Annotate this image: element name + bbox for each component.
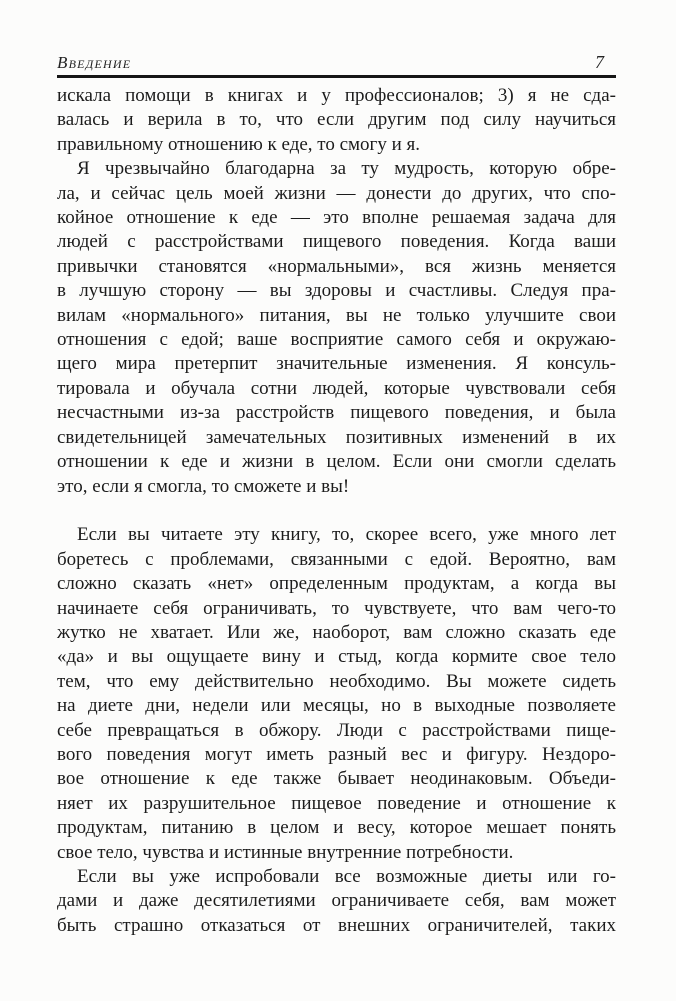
text-line: несчастными из-за расстройств пищевого поведения, и была <box>57 402 616 424</box>
text-line: начинаете себя ограничивать, то чувствуете, что вам чего-то <box>57 597 616 619</box>
text-line: себе превращаться в обжору. Люди с расстройствами пище- <box>57 719 616 741</box>
text-line: привычки становятся «нормальными», вся жизнь меняется <box>57 255 616 277</box>
page-number: 7 <box>595 52 604 72</box>
text-line: людей с расстройствами пищевого поведения. Когда ваши <box>57 231 616 253</box>
text-line: койное отношение к еде — это вполне решаемая задача для <box>57 207 616 229</box>
text-line: на диете дни, недели или месяцы, но в выходные позволяете <box>57 695 616 717</box>
text-line: правильному отношению к еде, то смогу и я. <box>57 133 421 155</box>
header-rule <box>57 75 616 78</box>
body-text <box>57 84 616 938</box>
text-line: в лучшую сторону — вы здоровы и счастливы. Следуя пра- <box>57 280 616 302</box>
text-line: быть страшно отказаться от внешних ограничителей, таких <box>57 914 616 936</box>
text-line: ла, и сейчас цель моей жизни — донести до других, что спо- <box>57 182 616 204</box>
text-line: дами и даже десятилетиями ограничиваете себя, вам может <box>57 890 616 912</box>
text-line: Если вы читаете эту книгу, то, скорее всего, уже много лет <box>77 524 616 546</box>
running-title: Введение <box>57 53 132 72</box>
text-line: тем, что ему действительно необходимо. Вы можете сидеть <box>57 670 616 692</box>
running-header <box>57 0 616 73</box>
text-line: вое отношение к еде также бывает неодинаковым. Объеди- <box>57 768 616 790</box>
text-line: продуктам, питанию в целом и весу, которое мешает понять <box>57 817 616 839</box>
text-line: свидетельницей замечательных позитивных изменений в их <box>57 426 616 448</box>
text-line: Я чрезвычайно благодарна за ту мудрость, которую обре- <box>77 158 616 180</box>
text-line: няет их разрушительное пищевое поведение и отношение к <box>57 792 616 814</box>
text-line: свое тело, чувства и истинные внутренние потребности. <box>57 841 514 863</box>
text-line: щего мира претерпит значительные изменения. Я консуль- <box>57 353 616 375</box>
text-line: это, если я смогла, то сможете и вы! <box>57 475 350 497</box>
text-line: жутко не хватает. Или же, наоборот, вам сложно сказать еде <box>57 621 616 643</box>
text-line: вилам «нормального» питания, вы не только улучшите свои <box>57 304 616 326</box>
text-line: отношении к еде и жизни в целом. Если они смогли сделать <box>57 451 616 473</box>
text-line: сложно сказать «нет» определенным продуктам, а когда вы <box>57 573 616 595</box>
text-line: Если вы уже испробовали все возможные диеты или го- <box>77 865 616 887</box>
text-line: боретесь с проблемами, связанными с едой. Вероятно, вам <box>57 548 616 570</box>
page-content <box>57 0 616 938</box>
text-line: искала помощи в книгах и у профессионалов; 3) я не сда- <box>57 85 616 106</box>
text-line: отношения с едой; ваше восприятие самого себя и окружаю- <box>57 329 616 351</box>
text-line: тировала и обучала сотни людей, которые чувствовали себя <box>57 377 616 399</box>
text-line: вого поведения могут иметь разный вес и фигуру. Нездоро- <box>57 743 616 765</box>
text-line: «да» и вы ощущаете вину и стыд, когда кормите свое тело <box>57 646 616 668</box>
text-line: валась и верила в то, что если другим под силу научиться <box>57 109 616 131</box>
